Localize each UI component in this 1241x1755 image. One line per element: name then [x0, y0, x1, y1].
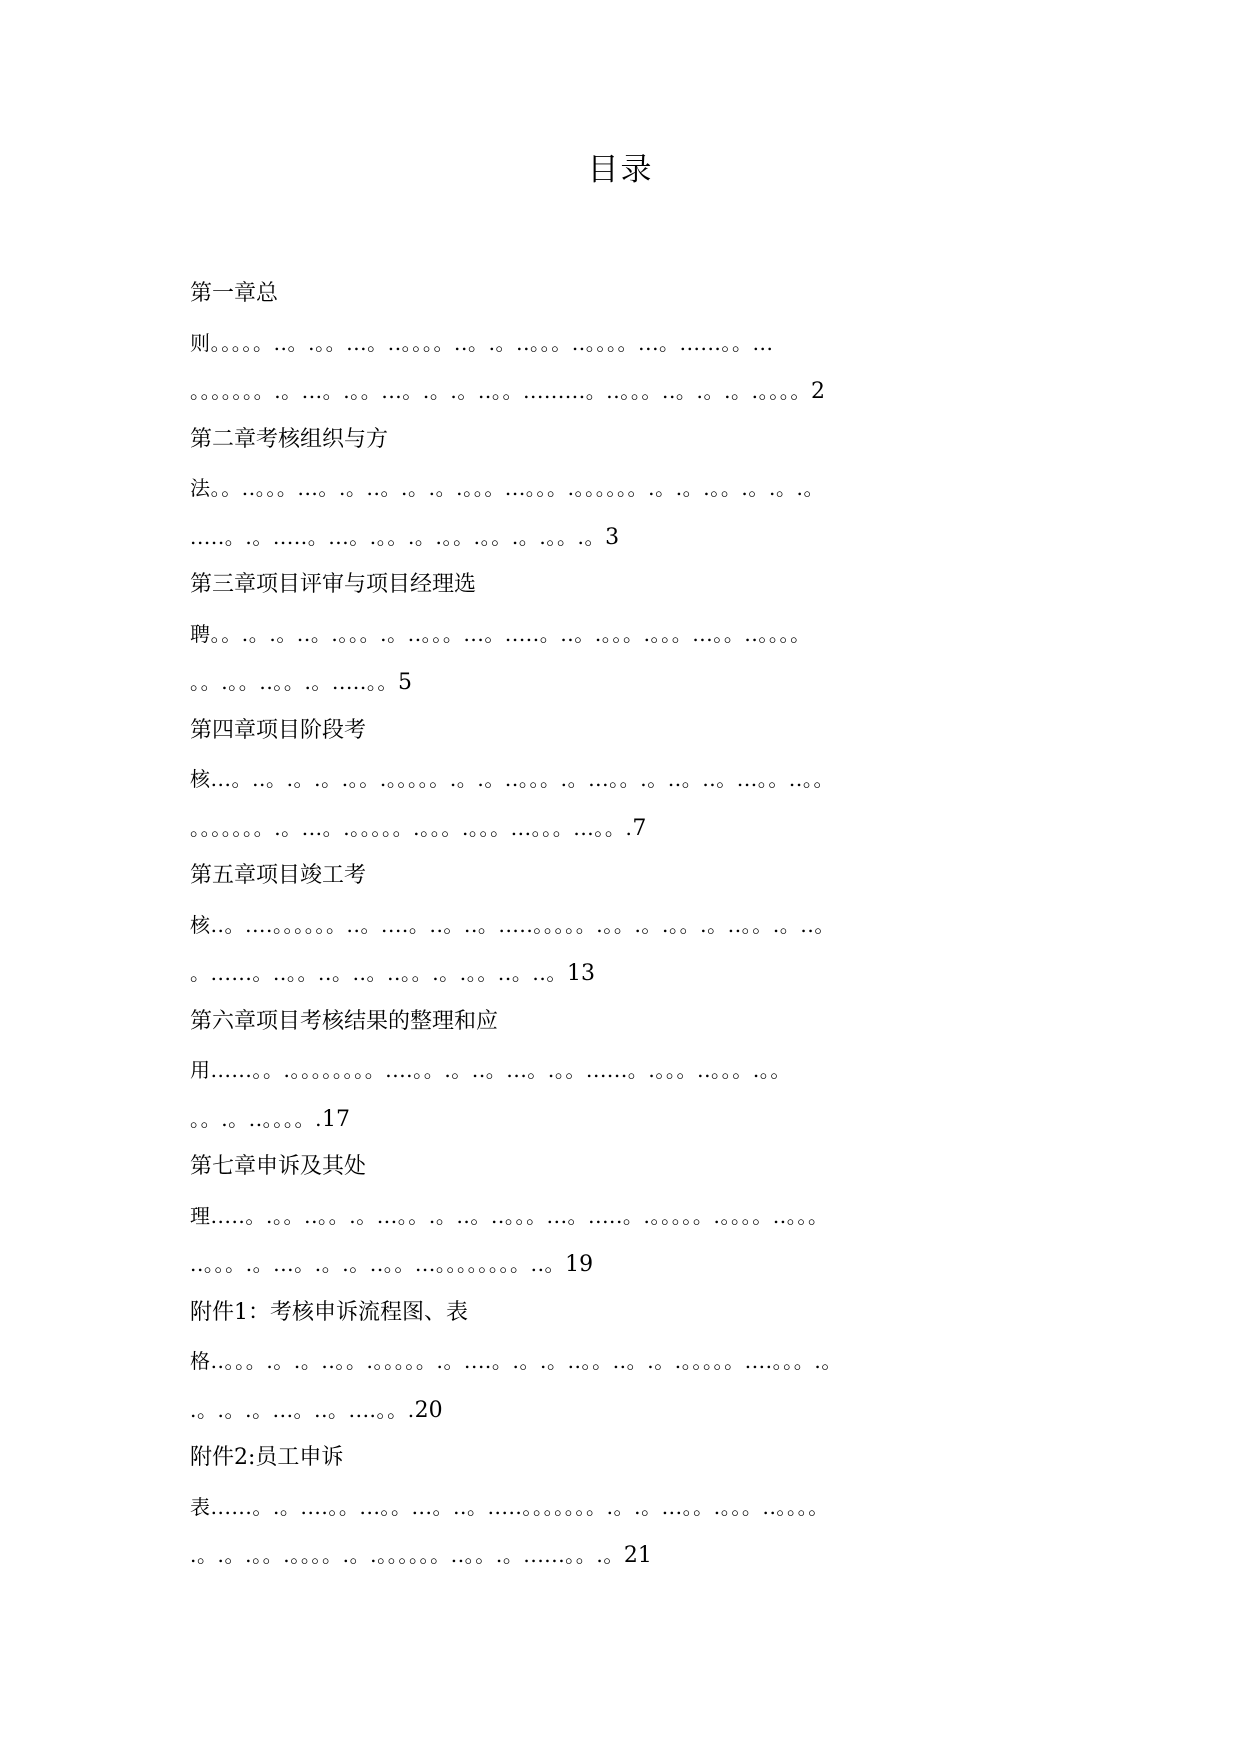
toc-page-number: 21: [623, 1543, 652, 1568]
toc-entry-leader-end: [190, 1095, 1040, 1144]
toc-entry-leader-line: 用......。。.。。。。。。。。....。。.。..。...。.。。......。.。。。..。。。.。。: [190, 1058, 792, 1082]
toc-leader-dots: 。。.。..。。。。.: [190, 1106, 323, 1131]
toc-entry-heading: 第一章总: [190, 281, 279, 306]
toc-entry-leader-end: [190, 1386, 1040, 1435]
toc-page-number: 3: [605, 524, 620, 550]
toc-entry-leader-end: [190, 658, 1040, 707]
toc-entry-leader-end: [190, 1531, 1040, 1580]
toc-entry-chapter-2[interactable]: [190, 416, 1040, 562]
toc-page-number: 7: [632, 815, 647, 841]
toc-entry-leader-line: 则。。。。。..。.。。...。..。。。。..。.。..。。。..。。。。...。......。。...: [190, 330, 774, 355]
toc-entry-heading: 第四章项目阶段考: [190, 717, 367, 743]
toc-entry-chapter-5[interactable]: [190, 852, 1040, 998]
toc-entry-heading: 第五章项目竣工考: [190, 863, 367, 888]
toc-list: [190, 270, 1040, 1580]
toc-entry-appendix-2[interactable]: [190, 1434, 1040, 1580]
toc-entry-chapter-7[interactable]: [190, 1143, 1040, 1289]
toc-entry-heading: 第二章考核组织与方: [190, 426, 389, 452]
toc-leader-dots: ..。。。.。...。.。.。..。。...。。。。。。。。..。: [190, 1252, 566, 1276]
toc-entry-leader-line: 核..。....。。。。。。..。....。..。..。.....。。。。。.。。.。.。。.。..。。.。..。: [190, 912, 835, 937]
toc-leader-dots: 。......。..。。..。..。..。。.。.。。..。..。: [190, 961, 567, 985]
toc-entry-leader-line: 格..。。。.。.。..。。.。。。。。.。....。.。.。..。。..。.。.。。。。。....。。。.。: [190, 1349, 842, 1373]
toc-entry-leader-end: [190, 949, 1040, 998]
toc-entry-appendix-1[interactable]: [190, 1289, 1040, 1435]
toc-title: 目录: [587, 152, 654, 188]
toc-leader-dots: .。.。.。。.。。。。.。.。。。。。。..。。.。......。。.。: [190, 1543, 624, 1567]
toc-entry-chapter-6[interactable]: [190, 998, 1040, 1144]
toc-page-number: 20: [414, 1397, 443, 1423]
toc-entry-chapter-3[interactable]: [190, 561, 1040, 707]
toc-page-number: 13: [566, 961, 595, 986]
toc-entry-heading: 第六章项目考核结果的整理和应: [190, 1008, 499, 1034]
toc-page-number: 2: [811, 379, 826, 404]
toc-entry-leader-end: [190, 367, 1040, 416]
toc-entry-leader-end: [190, 513, 1040, 562]
toc-entry-leader-line: 理.....。.。。..。。.。...。。.。..。..。。。...。.....。.。。。。。.。。。。..。。。: [190, 1203, 829, 1228]
toc-leader-dots: 。。。。。。。.。...。.。。...。.。.。..。。.........。..。。。..。.。.。.。。。。: [190, 379, 812, 403]
toc-entry-leader-line: 表......。.。....。。...。。...。..。.....。。。。。。。.。.。...。。.。。。..。。。。: [190, 1494, 829, 1519]
toc-entry-heading: 附件1：考核申诉流程图、表: [190, 1299, 468, 1325]
toc-entry-leader-line: 法。。..。。。...。.。..。.。.。.。。。...。。。.。。。。。。.。.。.。。.。.。.。: [190, 476, 825, 500]
toc-leader-dots: 。。.。。..。。.。.....。。: [190, 670, 399, 694]
toc-page-number: 19: [565, 1252, 594, 1277]
toc-entry-leader-line: 核...。..。.。.。.。。.。。。。。.。.。..。。。.。...。。.。..。..。...。。..。。: [190, 767, 835, 791]
toc-leader-dots: .。.。.。...。..。....。。.: [190, 1397, 415, 1422]
toc-entry-chapter-1[interactable]: [190, 270, 1040, 416]
toc-entry-heading: 第三章项目评审与项目经理选: [190, 572, 477, 597]
toc-leader-dots: .....。.。.....。...。.。。.。.。。.。。.。.。。.。: [190, 524, 606, 549]
toc-entry-leader-end: [190, 1240, 1040, 1289]
toc-leader-dots: 。。。。。。。.。...。.。。。。。.。。。.。。。...。。。...。。.: [190, 815, 633, 840]
toc-entry-heading: 附件2:员工申诉: [190, 1445, 344, 1470]
toc-page-number: 17: [322, 1106, 351, 1132]
toc-entry-chapter-4[interactable]: [190, 707, 1040, 853]
toc-entry-leader-line: 聘。。.。.。..。.。。。.。..。。。...。.....。..。.。。。.。。。...。。..。。。。: [190, 621, 811, 646]
toc-entry-heading: 第七章申诉及其处: [190, 1154, 367, 1179]
toc-page-number: 5: [398, 670, 413, 695]
toc-entry-leader-end: [190, 804, 1040, 853]
